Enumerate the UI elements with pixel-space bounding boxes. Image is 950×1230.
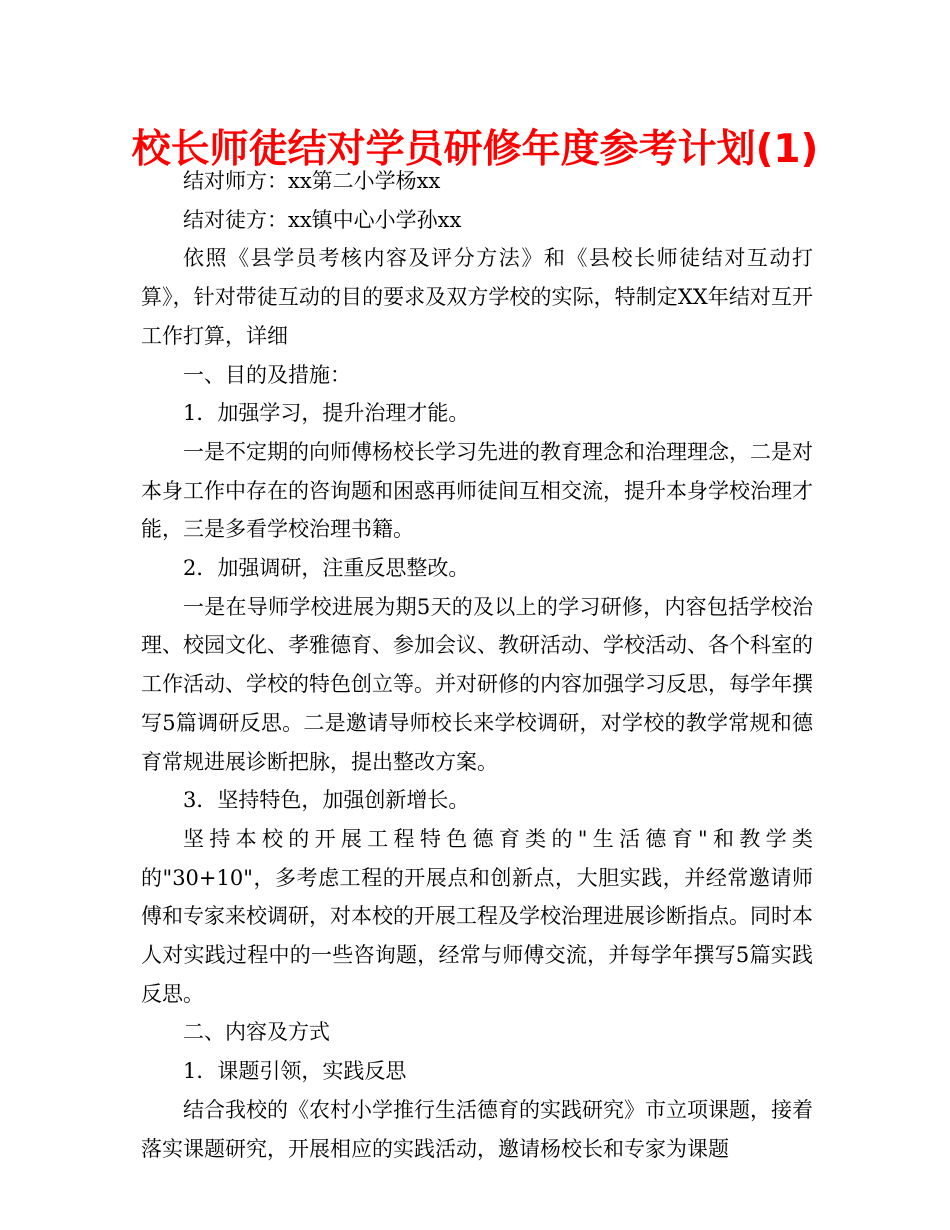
paragraph-mentor: 结对师方：xx第二小学杨xx bbox=[183, 169, 441, 193]
section-heading-content: 二、内容及方式 bbox=[183, 1020, 330, 1045]
subheading-2: 2．加强调研，注重反思整改。 bbox=[183, 556, 470, 581]
subheading-3: 3．坚持特色，加强创新增长。 bbox=[183, 788, 470, 813]
document-body bbox=[141, 162, 813, 1168]
subheading-1: 1．加强学习，提升治理才能。 bbox=[183, 401, 470, 426]
paragraph-innovation: 坚持本校的开展工程特色德育类的"生活德育"和教学类的"30+10"，多考虑工程的开展点和创新点，大胆实践，并经常邀请师傅和专家来校调研，对本校的开展工程及学校治理进展诊断指点。同时本人对实践过程中的一些咨询题，经常与师傅交流，并每学年撰写5篇实践反思。 bbox=[141, 826, 813, 1006]
paragraph-research: 一是在导师学校进展为期5天的及以上的学习研修，内容包括学校治理、校园文化、孝雅德育、参加会议、教研活动、学校活动、各个科室的工作活动、学校的特色创立等。并对研修的内容加强学习反思，每学年撰写5篇调研反思。二是邀请导师校长来学校调研，对学校的教学常规和德育常规进展诊断把脉，提出整改方案。 bbox=[141, 594, 813, 774]
paragraph-apprentice: 结对徒方：xx镇中心小学孙xx bbox=[183, 207, 462, 232]
section-heading-goals: 一、目的及措施： bbox=[183, 362, 351, 387]
paragraph-topic: 结合我校的《农村小学推行生活德育的实践研究》市立项课题，接着落实课题研究，开展相应的实践活动，邀请杨校长和专家为课题 bbox=[141, 1097, 813, 1161]
document-title: 校长师徒结对学员研修年度参考计划(1) bbox=[131, 127, 819, 172]
subheading-topic: 1．课题引领，实践反思 bbox=[183, 1059, 407, 1084]
paragraph-learning: 一是不定期的向师傅杨校长学习先进的教育理念和治理理念，二是对本身工作中存在的咨询题和困惑再师徒间互相交流，提升本身学校治理才能，三是多看学校治理书籍。 bbox=[141, 439, 813, 542]
paragraph-intro: 依照《县学员考核内容及评分方法》和《县校长师徒结对互动打算》，针对带徒互动的目的要求及双方学校的实际，特制定XX年结对互开工作打算，详细 bbox=[141, 246, 813, 348]
